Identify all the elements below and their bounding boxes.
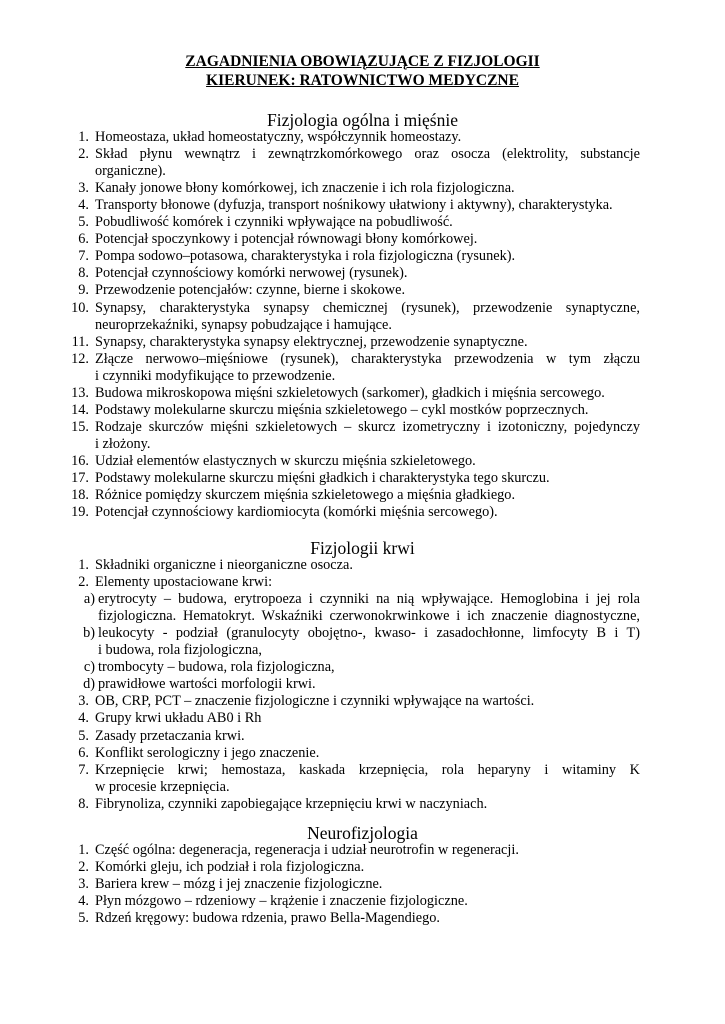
document-title-line-2: KIERUNEK: RATOWNICTWO MEDYCZNE	[206, 72, 519, 89]
list-item-number: 10.	[71, 299, 89, 316]
list-item-text: i czynniki modyfikujące to przewodzenie.	[95, 367, 336, 384]
list-item-number: 3.	[78, 876, 89, 893]
list-item-number: 18.	[71, 487, 89, 504]
list-item-text: Transporty błonowe (dyfuzja, transport nośnikowy ułatwiony i aktywny), charakterystyka.	[95, 197, 613, 214]
document-title-line-1: ZAGADNIENIA OBOWIĄZUJĄCE Z FIZJOLOGII	[185, 53, 540, 70]
list-item-text: Homeostaza, układ homeostatyczny, współczynnik homeostazy.	[95, 129, 462, 145]
list-item-text: i złożony.	[95, 435, 151, 452]
list-item-text: organiczne).	[95, 163, 166, 180]
list-item-number: 11.	[71, 333, 89, 350]
list-item-number: 4.	[78, 197, 89, 214]
list-item-number: 3.	[78, 180, 89, 197]
list-item-number: 2.	[78, 574, 89, 591]
list-item-text: Potencjał czynnościowy komórki nerwowej (rysunek).	[95, 265, 408, 282]
list-item-text: Podstawy molekularne skurczu mięśnia szkieletowego – cykl mostków poprzecznych.	[95, 401, 589, 418]
list-item-text: neuroprzekaźniki, synapsy pobudzające i hamujące.	[95, 316, 392, 333]
list-item-text: Konflikt serologiczny i jego znaczenie.	[95, 744, 320, 761]
list-item-number: 3.	[78, 693, 89, 710]
list-item-number: 2.	[78, 859, 89, 876]
list-item-number: 17.	[71, 470, 89, 486]
list-item-number: 1.	[78, 842, 89, 858]
list-item-text: w procesie krzepnięcia.	[95, 778, 230, 795]
section-heading: Fizjologii krwi	[310, 538, 415, 558]
list-item-number: 1.	[78, 129, 89, 145]
list-item-text: Pobudliwość komórek i czynniki wpływające na pobudliwość.	[95, 214, 453, 231]
list-item-text: Budowa mikroskopowa mięśni szkieletowych (sarkomer), gładkich i mięśnia sercowego.	[95, 384, 605, 401]
list-item-number: b)	[83, 625, 95, 642]
list-item-number: 5.	[78, 214, 89, 231]
list-item-text: erytrocyty – budowa, erytropoeza i czynniki na nią wpływające. Hemoglobina i jej rola	[98, 591, 640, 608]
list-item-text: Kanały jonowe błony komórkowej, ich znaczenie i ich rola fizjologiczna.	[95, 180, 515, 197]
list-item-number: c)	[83, 659, 95, 676]
list-item-text: leukocyty - podział (granulocyty obojętno-, kwaso- i zasadochłonne, limfocyty B i T)	[98, 625, 640, 642]
list-item-number: 8.	[78, 795, 89, 812]
list-item-number: 7.	[78, 248, 89, 265]
section-heading: Neurofizjologia	[307, 823, 418, 843]
list-item-text: Skład płynu wewnątrz i zewnątrzkomórkowego oraz osocza (elektrolity, substancje	[95, 146, 640, 163]
list-item-number: 13.	[71, 384, 89, 401]
list-item-text: Przewodzenie potencjałów: czynne, bierne i skokowe.	[95, 282, 406, 299]
list-item-number: 7.	[78, 761, 89, 778]
list-item-number: 6.	[78, 231, 89, 248]
list-item-text: Składniki organiczne i nieorganiczne osocza.	[95, 557, 353, 573]
list-item-text: Podstawy molekularne skurczu mięśni gładkich i charakterystyka tego skurczu.	[95, 470, 550, 486]
list-item-number: d)	[83, 676, 95, 693]
list-item-text: Fibrynoliza, czynniki zapobiegające krzepnięciu krwi w naczyniach.	[95, 795, 488, 812]
list-item-number: 12.	[71, 350, 89, 367]
list-item-text: Bariera krew – mózg i jej znaczenie fizjologiczne.	[95, 876, 383, 893]
list-item-text: Potencjał spoczynkowy i potencjał równowagi błony komórkowej.	[95, 231, 478, 248]
list-item-number: 9.	[78, 282, 89, 299]
list-item-text: i budowa, rola fizjologiczna,	[98, 642, 262, 659]
list-item-text: Pompa sodowo–potasowa, charakterystyka i rola fizjologiczna (rysunek).	[95, 248, 516, 265]
list-item-text: Komórki gleju, ich podział i rola fizjologiczna.	[95, 859, 365, 876]
list-item-text: Grupy krwi układu AB0 i Rh	[95, 710, 262, 727]
list-item-number: a)	[83, 591, 95, 608]
list-item-number: 14.	[71, 401, 89, 418]
list-item-text: Zasady przetaczania krwi.	[95, 727, 245, 744]
list-item-text: Synapsy, charakterystyka synapsy chemicznej (rysunek), przewodzenie synaptyczne,	[95, 299, 640, 316]
list-item-number: 4.	[78, 893, 89, 910]
list-item-text: Złącze nerwowo–mięśniowe (rysunek), charakterystyka przewodzenia w tym złączu	[95, 350, 640, 367]
list-item-text: Udział elementów elastycznych w skurczu mięśnia szkieletowego.	[95, 452, 476, 469]
section-heading: Fizjologia ogólna i mięśnie	[266, 110, 458, 130]
list-item-text: Potencjał czynnościowy kardiomiocyta (komórki mięśnia sercowego).	[95, 504, 498, 521]
list-item-text: Płyn mózgowo – rdzeniowy – krążenie i znaczenie fizjologiczne.	[95, 893, 468, 910]
list-item-text: Synapsy, charakterystyka synapsy elektrycznej, przewodzenie synaptyczne.	[95, 333, 528, 350]
list-item-text: fizjologiczna. Hematokryt. Wskaźniki czerwonokrwinkowe i ich znaczenie diagnostyczne,	[98, 608, 640, 625]
list-item-number: 1.	[78, 557, 89, 573]
list-item-number: 5.	[78, 910, 89, 927]
list-item-number: 2.	[78, 146, 89, 163]
list-item-text: trombocyty – budowa, rola fizjologiczna,	[98, 659, 335, 676]
list-item-number: 15.	[71, 418, 89, 435]
list-item-text: Elementy upostaciowane krwi:	[95, 574, 273, 591]
list-item-text: Część ogólna: degeneracja, regeneracja i udział neurotrofin w regeneracji.	[95, 842, 519, 858]
list-item-text: Rodzaje skurczów mięśni szkieletowych – skurcz izometryczny i izotoniczny, pojedynczy	[95, 418, 640, 435]
list-item-number: 19.	[71, 504, 89, 521]
list-item-text: Krzepnięcie krwi; hemostaza, kaskada krzepnięcia, rola heparyny i witaminy K	[95, 761, 640, 778]
list-item-text: Rdzeń kręgowy: budowa rdzenia, prawo Bella-Magendiego.	[95, 910, 440, 927]
list-item-number: 16.	[71, 452, 89, 469]
list-item-number: 5.	[78, 727, 89, 744]
list-item-number: 6.	[78, 744, 89, 761]
list-item-number: 8.	[78, 265, 89, 282]
list-item-text: OB, CRP, PCT – znaczenie fizjologiczne i czynniki wpływające na wartości.	[95, 693, 535, 710]
list-item-text: prawidłowe wartości morfologii krwi.	[98, 676, 316, 693]
list-item-text: Różnice pomiędzy skurczem mięśnia szkieletowego a mięśnia gładkiego.	[95, 487, 516, 504]
list-item-number: 4.	[78, 710, 89, 727]
